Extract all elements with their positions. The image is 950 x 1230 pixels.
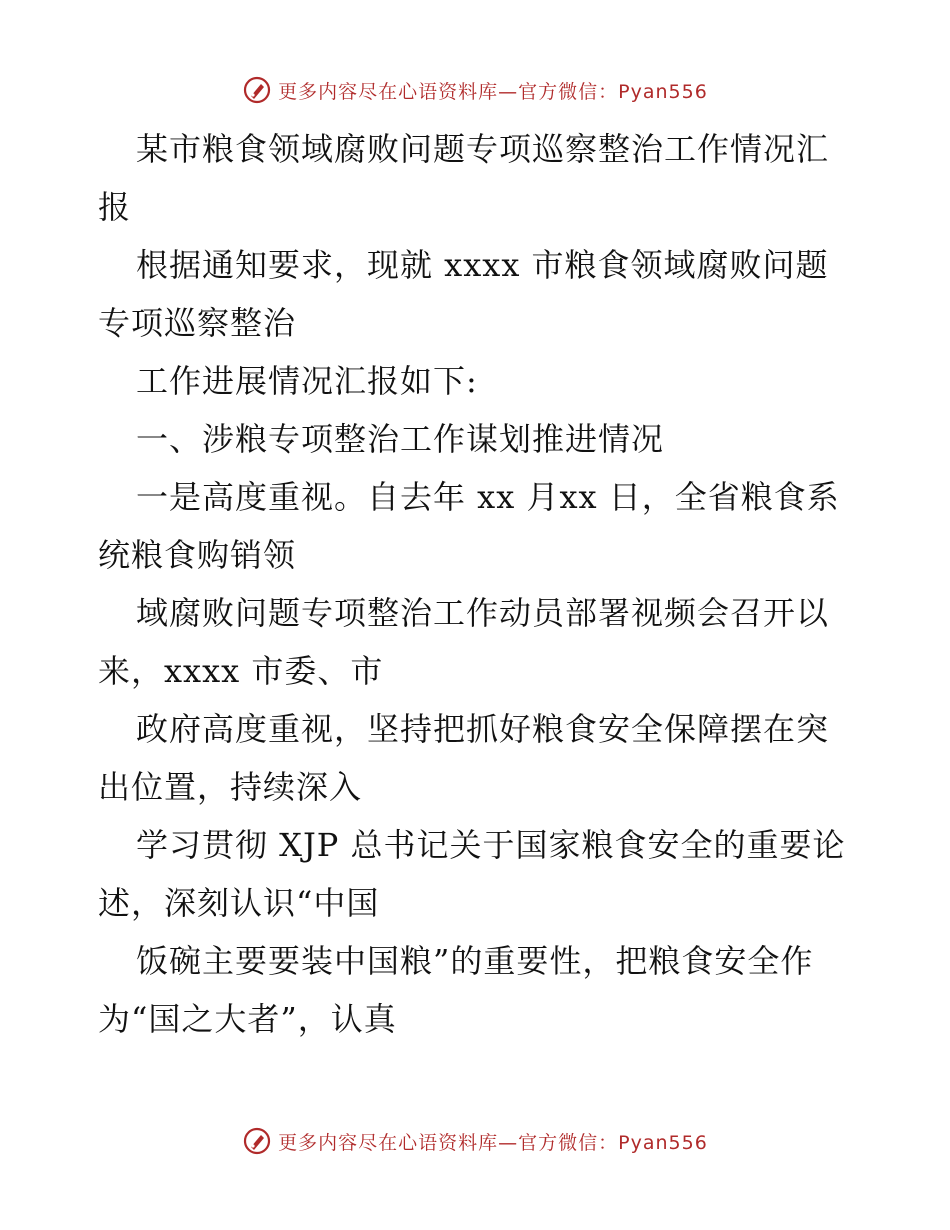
document-title: 某市粮食领域腐败问题专项巡察整治工作情况汇报	[98, 130, 830, 226]
paragraph: 政府高度重视，坚持把抓好粮食安全保障摆在突出位置，持续深入	[98, 710, 830, 806]
paragraph: 工作进展情况汇报如下:	[136, 362, 478, 400]
footer-banner	[0, 1121, 950, 1161]
paragraph: 学习贯彻 XJP 总书记关于国家粮食安全的重要论述，深刻认识“中国	[98, 826, 846, 922]
footer-banner-text: 更多内容尽在心语资料库—官方微信：Pyan556	[278, 1131, 708, 1154]
pen-nib-logo-icon	[242, 75, 272, 105]
paragraph: 域腐败问题专项整治工作动员部署视频会召开以来，xxxx 市委、市	[98, 594, 830, 690]
paragraph: 饭碗主要要装中国粮”的重要性，把粮食安全作为“国之大者”，认真	[98, 942, 814, 1038]
header-banner-text: 更多内容尽在心语资料库—官方微信：Pyan556	[278, 80, 708, 103]
pen-nib-logo-icon	[242, 1126, 272, 1156]
section-heading: 一、涉粮专项整治工作谋划推进情况	[136, 420, 665, 458]
paragraph: 一是高度重视。自去年 xx 月xx 日，全省粮食系统粮食购销领	[98, 478, 840, 574]
document-body	[98, 120, 858, 1048]
paragraph: 根据通知要求，现就 xxxx 市粮食领域腐败问题专项巡察整治	[98, 246, 829, 342]
header-banner	[0, 70, 950, 110]
